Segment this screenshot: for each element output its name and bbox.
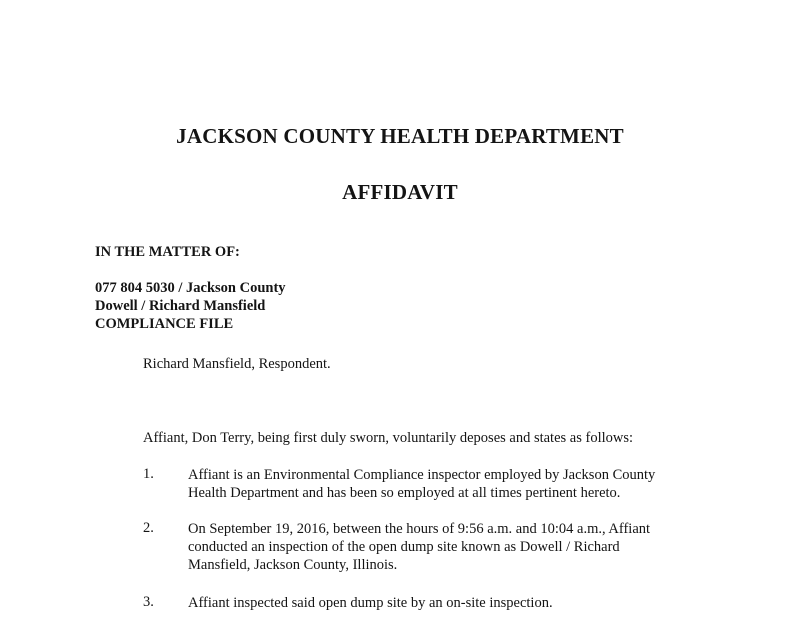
- paragraph-line: conducted an inspection of the open dump site known as Dowell / Richard: [188, 539, 620, 555]
- paragraph-line: Affiant inspected said open dump site by an on-site inspection.: [188, 595, 553, 611]
- paragraph-number: 1.: [143, 466, 154, 482]
- intro-paragraph: Affiant, Don Terry, being first duly sworn, voluntarily deposes and states as follows:: [143, 430, 634, 446]
- paragraph-1: [188, 466, 728, 502]
- paragraph-line: Health Department and has been so employed at all times pertinent hereto.: [188, 485, 621, 501]
- paragraph-number: 3.: [143, 594, 154, 610]
- paragraph-line: Mansfield, Jackson County, Illinois.: [188, 557, 398, 573]
- paragraph-number: 2.: [143, 520, 154, 536]
- paragraph-2: [188, 520, 728, 574]
- paragraph-line: On September 19, 2016, between the hours of 9:56 a.m. and 10:04 a.m., Affiant: [188, 521, 651, 537]
- case-line-1: 077 804 5030 / Jackson County: [95, 280, 286, 296]
- matter-label: IN THE MATTER OF:: [95, 244, 240, 260]
- respondent-line: Richard Mansfield, Respondent.: [143, 356, 331, 372]
- case-line-3: COMPLIANCE FILE: [95, 316, 234, 332]
- paragraph-line: Affiant is an Environmental Compliance inspector employed by Jackson County: [188, 467, 656, 483]
- case-line-2: Dowell / Richard Mansfield: [95, 298, 266, 314]
- agency-title: JACKSON COUNTY HEALTH DEPARTMENT: [176, 124, 624, 148]
- document-title: AFFIDAVIT: [342, 180, 458, 204]
- paragraph-3: [188, 594, 728, 612]
